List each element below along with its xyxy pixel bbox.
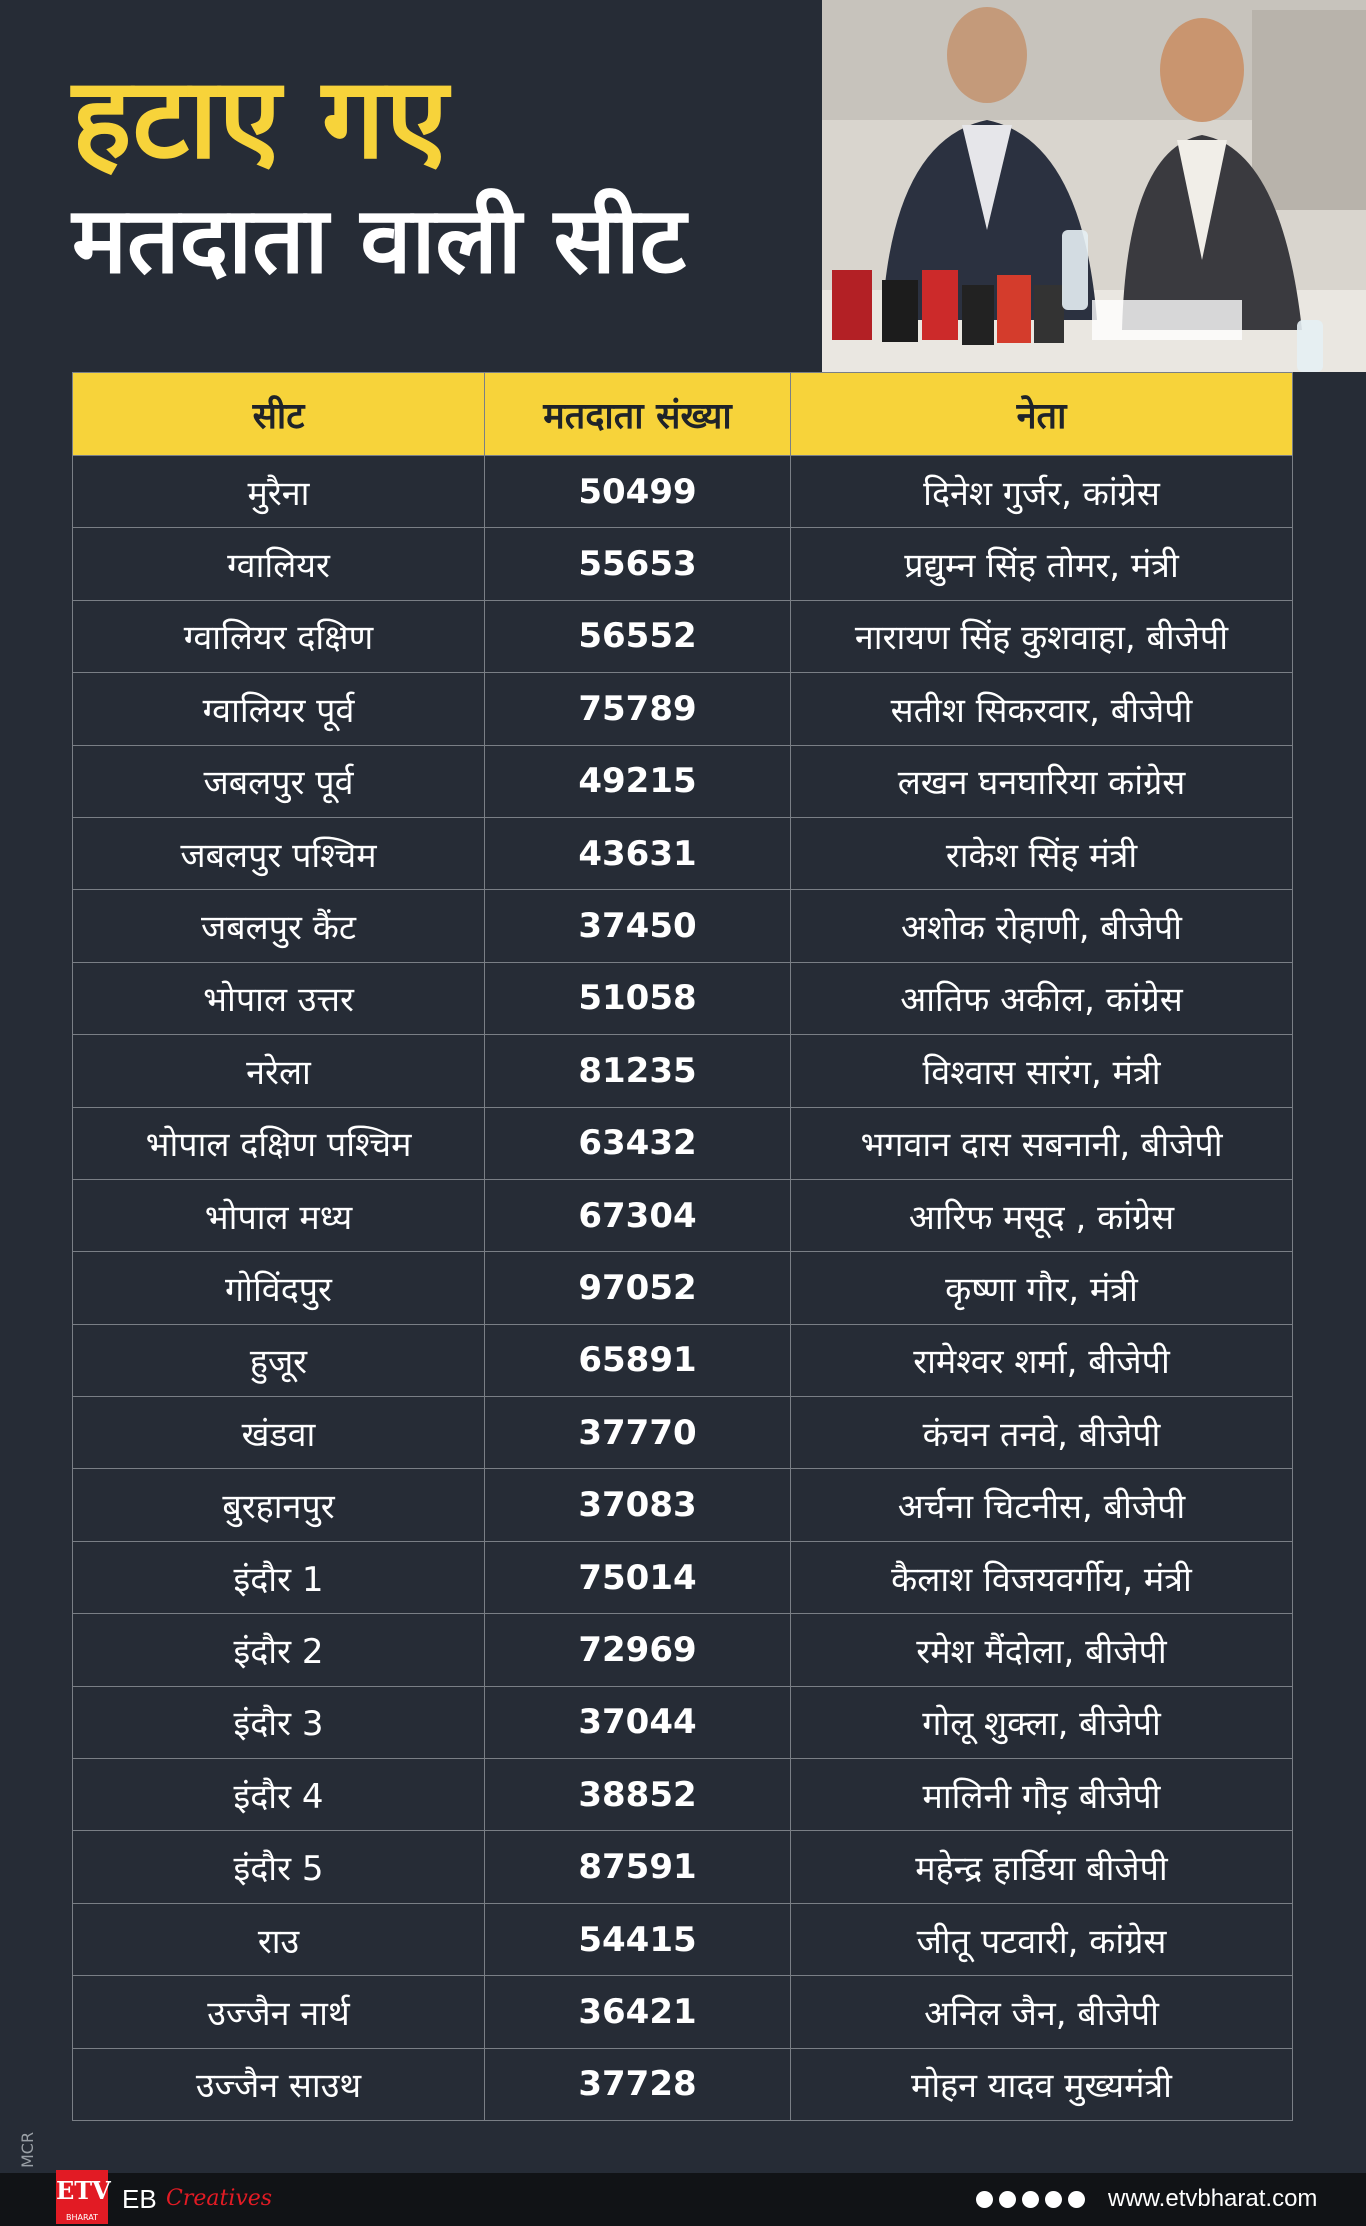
voter-count-cell: 65891 [485,1324,791,1396]
seat-cell: ग्वालियर पूर्व [73,673,485,745]
voter-count-cell: 97052 [485,1252,791,1324]
voter-count-cell: 56552 [485,600,791,672]
table-row [73,600,1293,672]
voter-count-cell: 50499 [485,456,791,528]
header-voter-count: मतदाता संख्या [485,373,791,456]
leader-cell: सतीश सिकरवार, बीजेपी [791,673,1293,745]
voter-count-cell: 72969 [485,1614,791,1686]
table-header-row [73,373,1293,456]
table-row [73,528,1293,600]
instagram-icon[interactable] [1022,2191,1039,2208]
table-row [73,2048,1293,2120]
table-row [73,456,1293,528]
leader-cell: अर्चना चिटनीस, बीजेपी [791,1469,1293,1541]
leader-cell: आरिफ मसूद , कांग्रेस [791,1179,1293,1251]
seat-cell: जबलपुर पश्चिम [73,817,485,889]
voter-count-cell: 37083 [485,1469,791,1541]
table-row [73,962,1293,1034]
seat-cell: खंडवा [73,1397,485,1469]
table-row [73,1107,1293,1179]
voter-count-cell: 81235 [485,1035,791,1107]
social-icons [976,2191,1085,2208]
leader-cell: महेन्द्र हार्डिया बीजेपी [791,1831,1293,1903]
table-row [73,1397,1293,1469]
seat-cell: इंदौर 2 [73,1614,485,1686]
seat-cell: भोपाल दक्षिण पश्चिम [73,1107,485,1179]
seat-cell: गोविंदपुर [73,1252,485,1324]
facebook-icon[interactable] [976,2191,993,2208]
seat-cell: मुरैना [73,456,485,528]
table-row [73,1614,1293,1686]
seat-cell: इंदौर 5 [73,1831,485,1903]
voter-count-cell: 87591 [485,1831,791,1903]
table-row [73,1686,1293,1758]
brand-script: Creatives [166,2186,273,2211]
seat-cell: भोपाल मध्य [73,1179,485,1251]
table-row [73,1179,1293,1251]
leader-cell: विश्वास सारंग, मंत्री [791,1035,1293,1107]
seat-cell: नरेला [73,1035,485,1107]
voter-count-cell: 37770 [485,1397,791,1469]
table-row [73,673,1293,745]
leader-cell: रमेश मैंदोला, बीजेपी [791,1614,1293,1686]
leader-cell: प्रद्युम्न सिंह तोमर, मंत्री [791,528,1293,600]
press-conference-photo [822,0,1366,372]
voter-count-cell: 36421 [485,1976,791,2048]
voter-count-cell: 75014 [485,1541,791,1613]
leader-cell: भगवान दास सबनानी, बीजेपी [791,1107,1293,1179]
title-line-1: हटाए गए [72,54,449,184]
leader-cell: मालिनी गौड़ बीजेपी [791,1759,1293,1831]
leader-cell: लखन घनघारिया कांग्रेस [791,745,1293,817]
table-row [73,1903,1293,1975]
seat-cell: जबलपुर कैंट [73,890,485,962]
side-label: MCR [18,2131,37,2168]
seat-cell: बुरहानपुर [73,1469,485,1541]
leader-cell: जीतू पटवारी, कांग्रेस [791,1903,1293,1975]
leader-cell: रामेश्वर शर्मा, बीजेपी [791,1324,1293,1396]
voter-count-cell: 37044 [485,1686,791,1758]
seat-table [72,372,1292,2121]
seat-cell: भोपाल उत्तर [73,962,485,1034]
table-row [73,890,1293,962]
whatsapp-icon[interactable] [1068,2191,1085,2208]
table-row [73,1469,1293,1541]
header-leader: नेता [791,373,1293,456]
header-seat: सीट [73,373,485,456]
seat-cell: ग्वालियर [73,528,485,600]
leader-cell: कृष्णा गौर, मंत्री [791,1252,1293,1324]
seat-cell: ग्वालियर दक्षिण [73,600,485,672]
seat-cell: इंदौर 3 [73,1686,485,1758]
voter-count-cell: 51058 [485,962,791,1034]
voter-count-cell: 63432 [485,1107,791,1179]
title-line-2: मतदाता वाली सीट [72,187,687,294]
voter-count-cell: 54415 [485,1903,791,1975]
seat-cell: हुजूर [73,1324,485,1396]
leader-cell: गोलू शुक्ला, बीजेपी [791,1686,1293,1758]
table-row [73,1831,1293,1903]
leader-cell: अशोक रोहाणी, बीजेपी [791,890,1293,962]
voter-count-cell: 49215 [485,745,791,817]
leader-cell: आतिफ अकील, कांग्रेस [791,962,1293,1034]
seat-cell: इंदौर 4 [73,1759,485,1831]
table-row [73,1035,1293,1107]
voter-count-cell: 55653 [485,528,791,600]
voter-count-cell: 37728 [485,2048,791,2120]
voter-count-cell: 37450 [485,890,791,962]
youtube-icon[interactable] [1045,2191,1062,2208]
table-row [73,1976,1293,2048]
website-link[interactable]: www.etvbharat.com [1108,2185,1318,2212]
seat-cell: राउ [73,1903,485,1975]
etv-logo: ETV [56,2170,108,2224]
etv-logo-subtext: BHARAT [66,2213,98,2222]
seat-cell: इंदौर 1 [73,1541,485,1613]
voter-count-cell: 43631 [485,817,791,889]
table-row [73,745,1293,817]
voter-count-cell: 75789 [485,673,791,745]
brand-label: EB [122,2184,157,2214]
seat-cell: उज्जैन नार्थ [73,1976,485,2048]
leader-cell: राकेश सिंह मंत्री [791,817,1293,889]
header [0,0,1366,372]
leader-cell: अनिल जैन, बीजेपी [791,1976,1293,2048]
leader-cell: मोहन यादव मुख्यमंत्री [791,2048,1293,2120]
seat-cell: उज्जैन साउथ [73,2048,485,2120]
seat-cell: जबलपुर पूर्व [73,745,485,817]
table-row [73,1252,1293,1324]
leader-cell: कैलाश विजयवर्गीय, मंत्री [791,1541,1293,1613]
leader-cell: दिनेश गुर्जर, कांग्रेस [791,456,1293,528]
leader-cell: नारायण सिंह कुशवाहा, बीजेपी [791,600,1293,672]
voter-count-cell: 38852 [485,1759,791,1831]
table-row [73,817,1293,889]
table-row [73,1541,1293,1613]
leader-cell: कंचन तनवे, बीजेपी [791,1397,1293,1469]
table-row [73,1324,1293,1396]
voter-count-cell: 67304 [485,1179,791,1251]
x-icon[interactable] [999,2191,1016,2208]
table-row [73,1759,1293,1831]
